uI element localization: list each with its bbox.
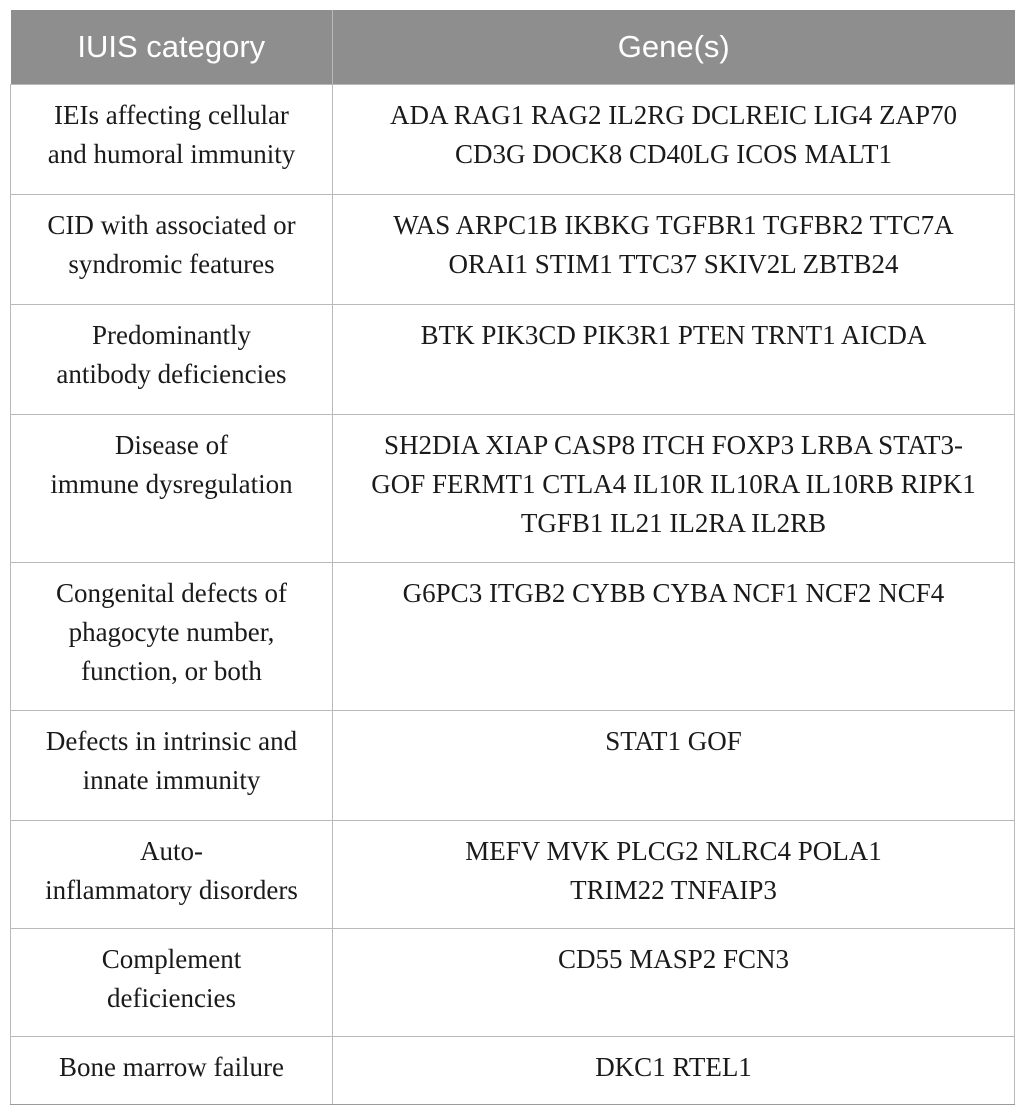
genes-line: MEFV MVK PLCG2 NLRC4 POLA1 bbox=[465, 836, 882, 866]
genes-cell bbox=[333, 305, 1015, 415]
table-row bbox=[11, 415, 1015, 563]
category-cell bbox=[11, 305, 333, 415]
genes-line: GOF FERMT1 CTLA4 IL10R IL10RA IL10RB RIPK1 bbox=[371, 469, 976, 499]
genes-cell bbox=[333, 711, 1015, 821]
category-line: deficiencies bbox=[107, 983, 236, 1013]
genes-line: DKC1 RTEL1 bbox=[595, 1052, 752, 1082]
genes-cell bbox=[333, 85, 1015, 195]
genes-line: ADA RAG1 RAG2 IL2RG DCLREIC LIG4 ZAP70 bbox=[390, 100, 957, 130]
table-row bbox=[11, 711, 1015, 821]
table-row bbox=[11, 563, 1015, 711]
category-line: syndromic features bbox=[68, 249, 275, 279]
header-genes: Gene(s) bbox=[333, 10, 1015, 85]
category-cell bbox=[11, 929, 333, 1037]
category-cell bbox=[11, 563, 333, 711]
category-line: Bone marrow failure bbox=[59, 1052, 284, 1082]
genes-line: STAT1 GOF bbox=[605, 726, 742, 756]
genes-line: CD3G DOCK8 CD40LG ICOS MALT1 bbox=[454, 139, 893, 169]
genes-line: BTK PIK3CD PIK3R1 PTEN TRNT1 AICDA bbox=[420, 320, 927, 350]
header-iuis-category: IUIS category bbox=[11, 10, 333, 85]
category-line: function, or both bbox=[81, 656, 262, 686]
category-line: inflammatory disorders bbox=[45, 875, 298, 905]
category-line: Complement bbox=[101, 944, 242, 974]
genes-cell bbox=[333, 821, 1015, 929]
table-row bbox=[11, 305, 1015, 415]
category-line: immune dysregulation bbox=[50, 469, 293, 499]
genes-cell bbox=[333, 929, 1015, 1037]
category-line: Congenital defects of bbox=[56, 578, 287, 608]
genes-line: SH2DIA XIAP CASP8 ITCH FOXP3 LRBA STAT3- bbox=[384, 430, 963, 460]
genes-line: ORAI1 STIM1 TTC37 SKIV2L ZBTB24 bbox=[448, 249, 899, 279]
table-row bbox=[11, 195, 1015, 305]
category-line: and humoral immunity bbox=[47, 139, 296, 169]
category-line: antibody deficiencies bbox=[56, 359, 287, 389]
category-cell bbox=[11, 711, 333, 821]
table-row bbox=[11, 85, 1015, 195]
iuis-gene-table bbox=[10, 10, 1015, 1105]
genes-cell bbox=[333, 1037, 1015, 1105]
category-line: Auto- bbox=[140, 836, 203, 866]
category-line: Disease of bbox=[114, 430, 229, 460]
category-cell bbox=[11, 821, 333, 929]
header-row bbox=[11, 10, 1015, 85]
category-line: IEIs affecting cellular bbox=[54, 100, 289, 130]
genes-cell bbox=[333, 195, 1015, 305]
genes-line: G6PC3 ITGB2 CYBB CYBA NCF1 NCF2 NCF4 bbox=[402, 578, 945, 608]
table-row bbox=[11, 929, 1015, 1037]
category-line: CID with associated or bbox=[47, 210, 296, 240]
category-cell bbox=[11, 1037, 333, 1105]
category-line: Defects in intrinsic and bbox=[45, 726, 298, 756]
genes-line: CD55 MASP2 FCN3 bbox=[557, 944, 790, 974]
genes-cell bbox=[333, 563, 1015, 711]
table-row bbox=[11, 821, 1015, 929]
category-cell bbox=[11, 85, 333, 195]
category-line: phagocyte number, bbox=[68, 617, 275, 647]
table-row bbox=[11, 1037, 1015, 1105]
category-cell bbox=[11, 195, 333, 305]
genes-cell bbox=[333, 415, 1015, 563]
category-cell bbox=[11, 415, 333, 563]
category-line: innate immunity bbox=[82, 765, 261, 795]
genes-line: WAS ARPC1B IKBKG TGFBR1 TGFBR2 TTC7A bbox=[393, 210, 954, 240]
category-line: Predominantly bbox=[92, 320, 251, 350]
genes-line: TRIM22 TNFAIP3 bbox=[570, 875, 777, 905]
genes-line: TGFB1 IL21 IL2RA IL2RB bbox=[520, 508, 827, 538]
